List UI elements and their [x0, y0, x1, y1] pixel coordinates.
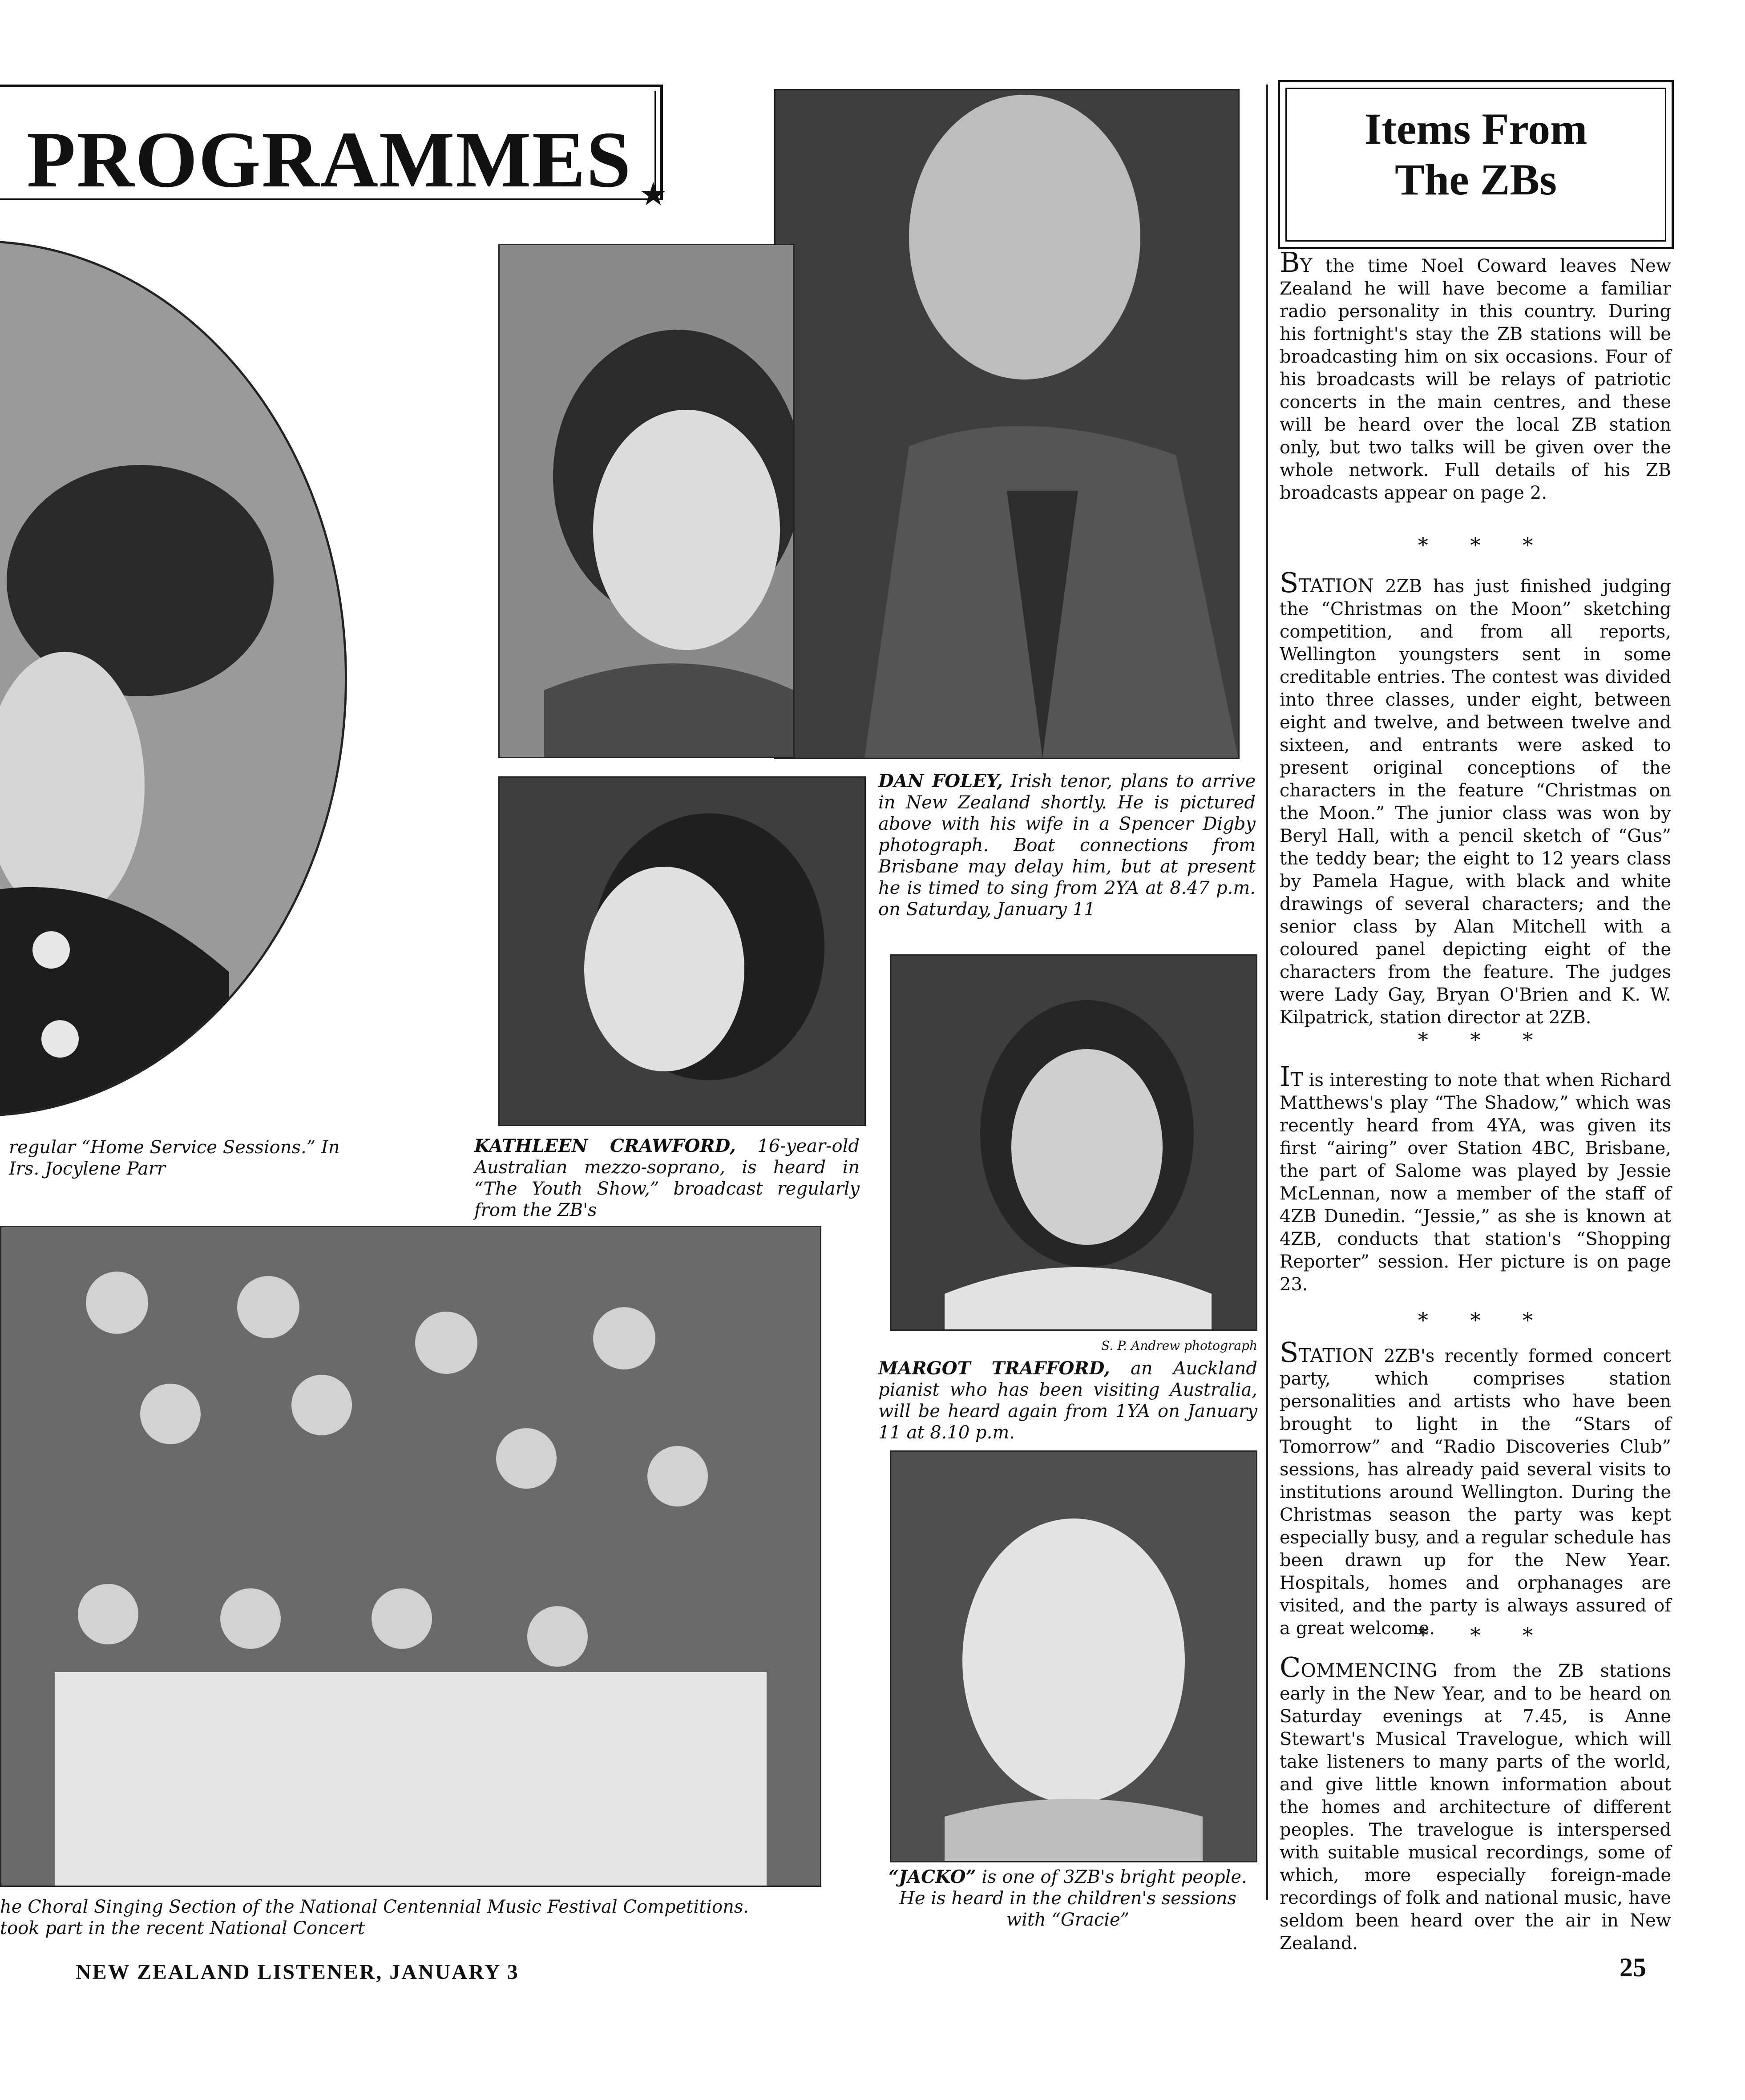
zb-paragraph: [1280, 1336, 1671, 1640]
page-title: PROGRAMMES: [27, 115, 632, 204]
caption-line: took part in the recent National Concert: [0, 1918, 365, 1938]
opening-word: TATION: [1298, 1345, 1374, 1366]
separator-stars: * * *: [1418, 1308, 1533, 1332]
margot-trafford-caption: [878, 1358, 1257, 1443]
caption-line: he Choral Singing Section of the National Centennial Music Festival Competitions.: [0, 1897, 749, 1917]
caption-lead: MARGOT TRAFFORD,: [878, 1358, 1110, 1379]
separator-stars: * * *: [1418, 533, 1533, 557]
margot-trafford-photo: [890, 954, 1257, 1331]
caption-text: Irish tenor, plans to arrive in New Zealand shortly. He is pictured above with his wife in a Spencer Digby photograph. Boat connections from Brisbane may delay him, but at present he is timed to sing from 2YA at 8.47 p.m. on Saturday, January 11: [878, 771, 1256, 920]
kathleen-crawford-photo: [498, 776, 866, 1126]
separator-stars: * * *: [1418, 1028, 1533, 1052]
opening-word: TATION: [1298, 575, 1374, 597]
caption-line: regular “Home Service Sessions.” In: [9, 1137, 340, 1158]
drop-cap: S: [1280, 566, 1299, 599]
column-divider: [1266, 85, 1268, 1900]
caption-text: an Auckland pianist who has been visiting Australia, will be heard again from 1YA on January 11 at 8.10 p.m.: [878, 1358, 1258, 1443]
drop-cap: B: [1280, 246, 1300, 279]
drop-cap: S: [1280, 1336, 1299, 1369]
drop-cap: C: [1280, 1651, 1301, 1684]
opening-word: OMMENCING: [1301, 1660, 1438, 1681]
dan-foley-photo: [774, 89, 1240, 759]
caption-line: Irs. Jocylene Parr: [9, 1159, 166, 1179]
zb-paragraph: [1280, 246, 1671, 505]
home-service-caption: [9, 1137, 365, 1179]
caption-lead: KATHLEEN CRAWFORD,: [474, 1135, 736, 1156]
separator-stars: * * *: [1418, 1623, 1533, 1647]
dan-foley-caption: [878, 771, 1256, 920]
paragraph-text: from the ZB stations early in the New Year, and to be heard on Saturday evenings at 7.45, is Anne Stewart's Musical Travelogue, which will take listeners to many parts of the world, and give little known information about the homes and architecture of different peoples. The travelogue is interspersed with suitable musical recordings, some of which, more especially foreign-made recordings of folk and national music, have seldom been heard over the air in New Zealand.: [1280, 1661, 1672, 1954]
choral-group-photo: [0, 1226, 821, 1887]
paragraph-text: is interesting to note that when Richard Matthews's play “The Shadow,” which was recently heard from 4YA, was given its first “airing” over Station 4BC, Brisbane, the part of Salome was played by Jessie McLennan, now a member of the staff of 4ZB Dunedin. “Jessie,” as she is known at 4ZB, conducts that station's “Shopping Reporter” session. Her picture is on page 23.: [1280, 1070, 1671, 1295]
star-ornament: ★: [639, 175, 668, 213]
paragraph-text: 2ZB's recently formed concert party, which comprises station personalities and artists who have been brought to light in the “Stars of Tomorrow” and “Radio Discoveries Club” sessions, has already paid several visits to institutions around Wellington. During the Christmas season the party was kept especially busy, and a regular schedule has been drawn up for the New Year. Hospitals, homes and orphanages are visited, and the party is always assured of a great welcome.: [1280, 1346, 1671, 1639]
home-service-portrait-photo: [0, 240, 347, 1117]
wife-photo: [498, 244, 795, 758]
kathleen-crawford-caption: [474, 1135, 860, 1221]
caption-text: is one of 3ZB's bright people. He is heard in the children's sessions with “Gracie”: [899, 1867, 1247, 1930]
page-number: 25: [1620, 1953, 1646, 1982]
jacko-caption: [878, 1866, 1257, 1930]
caption-lead: “JACKO”: [889, 1866, 976, 1887]
section-title: Items From The ZBs: [1364, 104, 1587, 204]
footer-masthead: NEW ZEALAND LISTENER, JANUARY 3: [76, 1960, 519, 1984]
caption-lead: DAN FOLEY,: [878, 771, 1003, 792]
section-title-box: [1278, 80, 1674, 249]
choral-caption: [0, 1896, 836, 1939]
jacko-photo: [890, 1450, 1257, 1862]
paragraph-text: 2ZB has just finished judging the “Christmas on the Moon” sketching competition, and from all reports, Wellington youngsters sent in some creditable entries. The contest was divided into three classes, under eight, between eight and twelve, and between twelve and sixteen, and entrants were asked to present original conceptions of the characters in the feature “Christmas on the Moon.” The junior class was won by Beryl Hall, with a pencil sketch of “Gus” the teddy bear; the eight to 12 years class by Pamela Hague, with black and white drawings of several characters; and the senior class by Alan Mitchell with a coloured panel depicting eight of the characters from the feature. The judges were Lady Gay, Bryan O'Brien and K. W. Kilpatrick, station director at 2ZB.: [1280, 576, 1671, 1028]
opening-word: T: [1290, 1069, 1303, 1090]
opening-word: Y: [1300, 254, 1313, 276]
zb-paragraph: [1280, 1651, 1672, 1955]
drop-cap: I: [1280, 1060, 1291, 1093]
caption-text: 16-year-old Australian mezzo-soprano, is heard in “The Youth Show,” broadcast regularly from the ZB's: [474, 1136, 860, 1220]
zb-paragraph: [1280, 1060, 1671, 1296]
photo-credit: S. P. Andrew photograph: [1101, 1338, 1257, 1353]
paragraph-text: the time Noel Coward leaves New Zealand he will have become a familiar radio personality in this country. During his fortnight's stay the ZB stations will be broadcasting him on six occasions. Four of his broadcasts will be relays of patriotic concerts in the main centres, and these will be heard over the local ZB station only, but two talks will be given over the whole network. Full details of his ZB broadcasts appear on page 2.: [1280, 256, 1671, 503]
zb-paragraph: [1280, 566, 1671, 1029]
